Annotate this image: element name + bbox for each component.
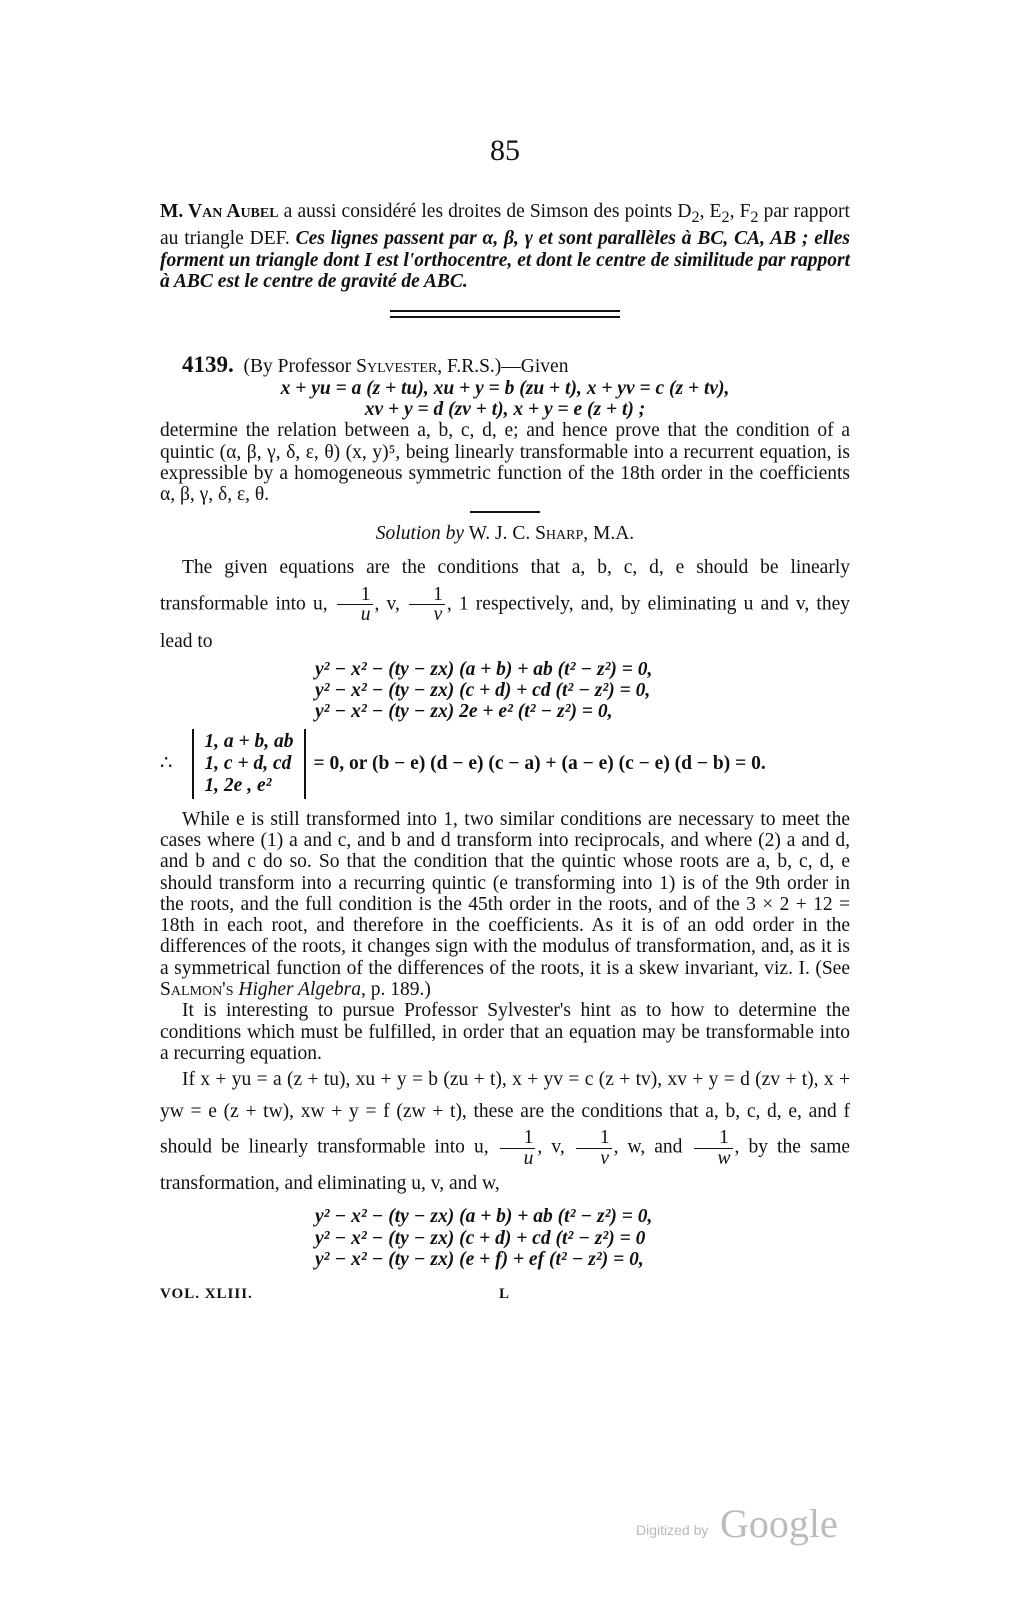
- solution-author: W. J. C. Sharp, M.A.: [464, 523, 635, 545]
- final-equation-1: y² − x² − (ty − zx) (a + b) + ab (t² − z²) = 0,: [315, 1206, 653, 1228]
- question-equation-1: x + yu = a (z + tu), xu + y = b (zu + t), x + yv = c (z + tv),: [280, 377, 730, 399]
- question-author: Sylvester: [356, 356, 438, 378]
- section-divider: [390, 310, 620, 318]
- intro-italic-text: Ces lignes passent par α, β, γ et sont parallèles à BC, CA, AB ; elles forment un triangle dont I est l'orthocentre, et dont le centre de similitude par rapport à ABC est le centre de gravité de ABC.: [160, 228, 850, 293]
- solution-equation-3: y² − x² − (ty − zx) 2e + e² (t² − z²) = 0,: [315, 701, 613, 723]
- fraction-1-over-w: $\frac{1}{w}$: [694, 1128, 733, 1168]
- volume-label: VOL. XLIII.: [160, 1286, 253, 1303]
- solution-equation-2: y² − x² − (ty − zx) (c + d) + cd (t² − z²) = 0,: [315, 680, 651, 702]
- watermark-logo-text: Google: [720, 1501, 838, 1546]
- signature-mark: L: [498, 1286, 510, 1303]
- determinant-equation: [160, 729, 850, 799]
- question-text: determine the relation between a, b, c, d, e; and hence prove that the condition of a quintic (α, β, γ, δ, ε, θ) (x, y)⁵, being linearly transformable into a recurrent equation, is expressible by a homogeneous symmetric function of the 18th order in the coefficients α, β, γ, δ, ε, θ.: [160, 420, 850, 506]
- question-heading: 4139. (By Professor Sylvester, F.R.S.)—Given: [182, 352, 569, 378]
- book-title: Higher Algebra: [233, 979, 361, 1001]
- determinant-result: = 0, or (b − e) (d − e) (c − a) + (a − e) (c − e) (d − b) = 0.: [313, 752, 766, 774]
- determinant: 1, a + b, ab 1, c + d, cd 1, 2e , e²: [192, 729, 305, 799]
- fraction-1-over-u: $\frac{1}{u}$: [337, 585, 373, 625]
- fraction-1-over-u-2: $\frac{1}{u}$: [500, 1128, 536, 1168]
- intro-author: M. Van Aubel: [160, 201, 279, 223]
- solution-paragraph-4: If x + yu = a (z + tu), xu + y = b (zu + t), x + yv = c (z + tv), xv + y = d (zv + t), x + yw = e (z + tw), xw + y = f (zw + t), these are the conditions that a, b, c, d, e, and f should be linearly transformable into u, $\frac{1}{u}$ , v, $\frac{1}{v}$ , w, and $\frac{1}{w}$ , by the same transformation, and eliminating u, v, and w,: [160, 1069, 851, 1195]
- watermark-small-text: Digitized by: [636, 1522, 709, 1538]
- solution-equation-1: y² − x² − (ty − zx) (a + b) + ab (t² − z²) = 0,: [315, 658, 653, 680]
- question-equation-2: xv + y = d (zv + t), x + y = e (z + t) ;: [364, 398, 646, 420]
- solution-paragraph-2: While e is still transformed into 1, two similar conditions are necessary to meet the cases where (1) a and c, and b and d transform into reciprocals, and where (2) a and d, and b and c do so. So that the condition that the quintic whose roots are a, b, c, d, e should transform into a recurring quintic (e transforming into 1) is of the 9th order in the roots, and the full condition is the 45th order in the roots, and of the 3 × 2 + 12 = 18th in each root, and therefore in the coefficients. As it is of an odd order in the differences of the roots, it changes sign with the modulus of transformation, and, as it is a symmetrical function of the differences of the roots, it is a skew invariant, viz. I. (See Salmon's Higher Algebra, p. 189.): [160, 808, 850, 1001]
- solution-heading: Solution by W. J. C. Sharp, M.A.: [375, 523, 635, 545]
- page-content: [160, 134, 851, 1305]
- final-equation-3: y² − x² − (ty − zx) (e + f) + ef (t² − z²) = 0,: [315, 1248, 644, 1270]
- page-number: 85: [490, 134, 520, 167]
- intro-paragraph: M. Van Aubel a aussi considéré les droites de Simson des points $D_2$, $E_2$, $F_2$ par rapport au triangle DEF. Ces lignes passent par α, β, γ et sont parallèles à BC, CA, AB ; elles forment un triangle dont I est l'orthocentre, et dont le centre de similitude par rapport à ABC est le centre de gravité de ABC.: [160, 201, 850, 293]
- therefore-symbol: ∴: [160, 752, 173, 774]
- solution-paragraph-1: The given equations are the conditions that a, b, c, d, e should be linearly transformable into u, $\frac{1}{u}$ , v, $\frac{1}{v}$ , 1 respectively, and, by eliminating u and v, they lead to: [160, 556, 851, 652]
- fraction-1-over-v: $\frac{1}{v}$: [409, 585, 445, 625]
- google-watermark: [636, 1500, 856, 1560]
- page-footer: [160, 1284, 510, 1305]
- question-divider: [470, 511, 540, 513]
- final-equation-2: y² − x² − (ty − zx) (c + d) + cd (t² − z²) = 0: [315, 1227, 646, 1249]
- salmon-reference: Salmon's: [160, 979, 234, 1001]
- question-number: 4139.: [182, 352, 234, 378]
- solution-paragraph-3: It is interesting to pursue Professor Sylvester's hint as to how to determine the conditions which must be fulfilled, in order that an equation may be transformable into a recurring equation.: [160, 1000, 850, 1064]
- fraction-1-over-v-2: $\frac{1}{v}$: [576, 1128, 612, 1168]
